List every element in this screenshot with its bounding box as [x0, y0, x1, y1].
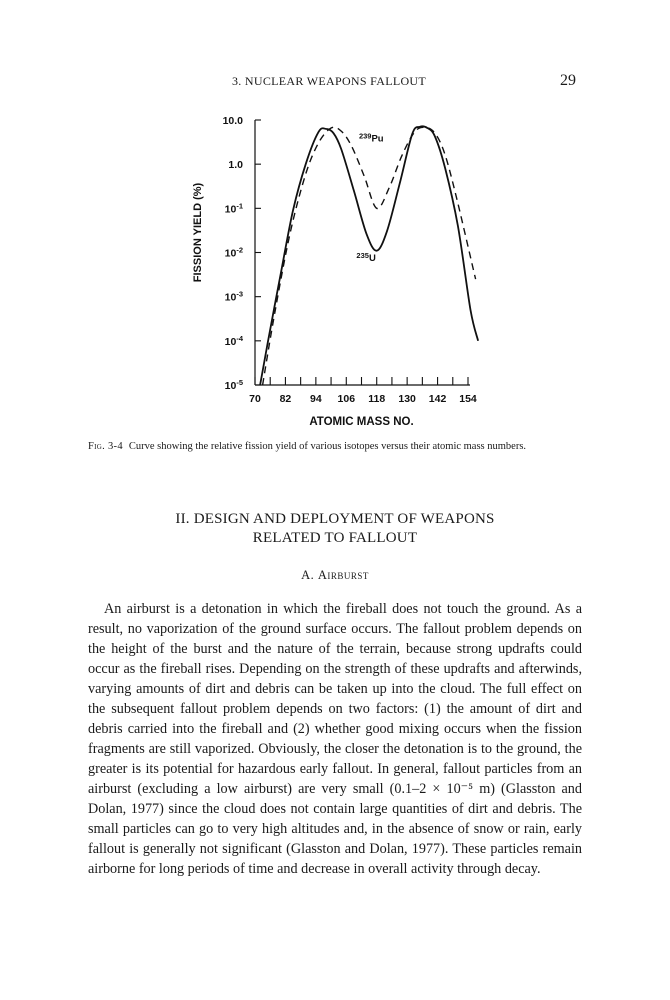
y-tick-label: 1.0 [228, 159, 243, 172]
subsection-title: Airburst [317, 568, 369, 582]
series-label-pu239: $^{239}$Pu [358, 131, 384, 145]
subsection-prefix: A. [301, 568, 318, 582]
fission-yield-chart [150, 100, 510, 440]
figure-caption [88, 439, 588, 454]
chart-labels [192, 115, 477, 428]
y-tick-label: 10.0 [222, 115, 243, 127]
caption-text: Curve showing the relative fission yield of various isotopes versus their atomic mass numbers. [128, 441, 527, 452]
page-number: 29 [560, 72, 576, 89]
x-tick-label: 154 [459, 393, 477, 405]
section-heading [0, 510, 670, 548]
x-tick-label: 106 [337, 393, 356, 405]
section-heading-line1: II. DESIGN AND DEPLOYMENT OF WEAPONS [175, 511, 495, 527]
x-tick-label: 82 [279, 393, 292, 405]
y-tick-label: $10^{-2}$ [224, 245, 243, 260]
running-title: 3. NUCLEAR WEAPONS FALLOUT [232, 74, 427, 88]
subsection-heading [0, 568, 670, 583]
x-tick-label: 118 [368, 393, 386, 405]
x-tick-label: 142 [428, 393, 447, 405]
running-head [0, 72, 670, 92]
section-heading-line2: RELATED TO FALLOUT [252, 530, 418, 546]
x-tick-label: 130 [398, 393, 416, 405]
figure-label: Fig. 3-4 [88, 441, 123, 452]
x-tick-label: 70 [249, 393, 261, 405]
y-tick-label: $10^{-4}$ [224, 333, 243, 348]
y-tick-label: $10^{-5}$ [224, 378, 243, 392]
y-tick-label: $10^{-3}$ [224, 289, 243, 304]
x-tick-label: 94 [310, 393, 322, 405]
y-tick-label: $10^{-1}$ [224, 201, 243, 216]
body-paragraph: An airburst is a detonation in which the fireball does not touch the ground. As a result, no vaporization of the ground surface occurs. The fallout problem depends on the height of the burst and the nature of the terrain, because strong updrafts could occur as the fireball rises. Depending on the strength of these updrafts and afterwinds, varying amounts of dirt and debris can be taken up into the cloud. The full effect on the subsequent fallout problem depends on two factors: (1) the amount of dirt and debris carried into the fireball and (2) whether good mixing occurs when the fission fragments are still vaporized. Obviously, the closer the detonation is to the ground, the greater is its potential for hazardous early fallout. In general, fallout particles from an airburst (excluding a low airburst) are very small (0.1–2 × 10⁻⁵ m) (Glasston and Dolan, 1977) since the cloud does not contain large quantities of dirt and debris. The small particles can go to very high altitudes and, in the absence of snow or rain, early fallout is generally not significant (Glasston and Dolan, 1977). These particles remain airborne for long periods of time and decrease in overall activity through decay. [88, 601, 582, 877]
y-axis-title: FISSION YIELD (%) [192, 182, 204, 283]
series-label-u235: $^{235}$U [356, 250, 376, 264]
x-axis-title: ATOMIC MASS NO. [309, 416, 414, 428]
